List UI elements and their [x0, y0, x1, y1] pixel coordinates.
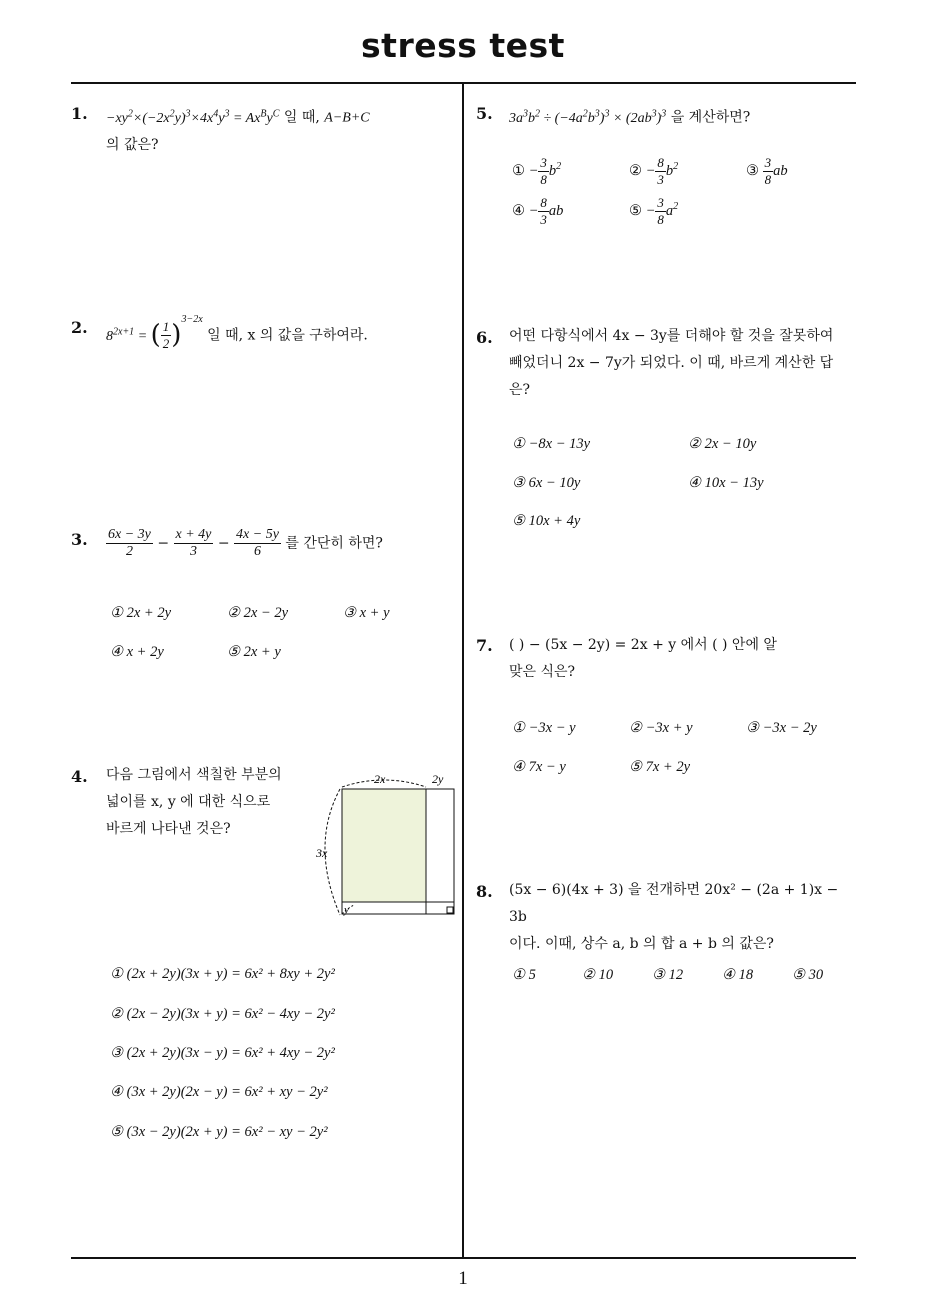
- question-4-option-4[interactable]: ④ (3x + 2y)(2x − y) = 6x² + xy − 2y²: [110, 1084, 328, 1100]
- question-2-number: 2.: [71, 318, 88, 337]
- question-3-number: 3.: [71, 530, 88, 549]
- question-3-text: 를 간단히 하면?: [285, 535, 383, 552]
- bottom-rule: [71, 1257, 856, 1259]
- figure-label-2y: 2y: [432, 772, 444, 786]
- question-4-line-1: 다음 그림에서 색칠한 부분의: [106, 767, 282, 783]
- question-1-stem: [106, 100, 456, 159]
- question-6-option-1[interactable]: ① −8x − 13y: [512, 436, 591, 452]
- question-1-math: $-xy^2\times(-2x^2y)^3\times 4x^4y^3 = Ax^By^C$: [106, 108, 280, 126]
- question-8-option-2[interactable]: ② 10: [582, 967, 614, 983]
- question-5-option-1[interactable]: ① − $\frac{3}{8}$ $b^2$: [512, 155, 562, 187]
- column-divider: [462, 83, 464, 1259]
- question-7-option-3[interactable]: ③ −3x − 2y: [746, 720, 817, 736]
- question-4-option-3[interactable]: ③ (2x + 2y)(3x − y) = 6x² + 4xy − 2y²: [110, 1045, 335, 1061]
- question-8-option-1[interactable]: ① 5: [512, 967, 536, 983]
- question-3-option-5[interactable]: ⑤ 2x + y: [227, 644, 281, 660]
- question-6-option-2[interactable]: ② 2x − 10y: [688, 436, 757, 452]
- question-8-number: 8.: [476, 882, 493, 901]
- question-7-option-2[interactable]: ② −3x + y: [629, 720, 693, 736]
- question-5-option-2[interactable]: ② − $\frac{8}{3}$ $b^2$: [629, 155, 679, 187]
- question-6-option-5[interactable]: ⑤ 10x + 4y: [512, 513, 581, 529]
- question-5-option-4[interactable]: ④ − $\frac{8}{3}$ ab: [512, 195, 564, 227]
- question-6-stem: [509, 323, 859, 404]
- question-8-line-2: 이다. 이때, 상수 a, b 의 합 a + b 의 값은?: [509, 936, 774, 952]
- question-2-text: 일 때, x 의 값을 구하여라.: [207, 327, 368, 344]
- question-5-number: 5.: [476, 104, 493, 123]
- question-5-text: 을 계산하면?: [670, 109, 751, 126]
- question-6-line-3: 은?: [509, 382, 531, 398]
- question-8-line-1: (5x − 6)(4x + 3) 을 전개하면 20x² − (2a + 1)x − 3b: [509, 882, 839, 925]
- question-4-option-2[interactable]: ② (2x − 2y)(3x + y) = 6x² − 4xy − 2y²: [110, 1006, 335, 1022]
- question-7-option-5[interactable]: ⑤ 7x + 2y: [629, 759, 691, 775]
- question-3-stem: $\frac{6x - 3y}{2}$ − $\frac{x + 4y}{3}$ − $\frac{4x - 5y}{6}$ 를 간단히 하면?: [108, 527, 383, 559]
- question-2-stem: $8^{2x+1}$ = ( $\frac{1}{2}$ )$^{3-2x}$ 일 때, x 의 값을 구하여라.: [106, 314, 368, 352]
- question-8-option-5[interactable]: ⑤ 30: [792, 967, 824, 983]
- question-7-stem: [509, 632, 859, 686]
- question-7-line-2: 맞은 식은?: [509, 664, 576, 680]
- question-1-number: 1.: [71, 104, 88, 123]
- question-3-option-4[interactable]: ④ x + 2y: [110, 644, 164, 660]
- figure-label-y: y: [344, 904, 349, 916]
- question-5-option-5[interactable]: ⑤ − $\frac{3}{8}$ $a^2$: [629, 195, 679, 227]
- question-4-option-1[interactable]: ① (2x + 2y)(3x + y) = 6x² + 8xy + 2y²: [110, 966, 335, 982]
- question-6-option-4[interactable]: ④ 10x − 13y: [688, 475, 764, 491]
- question-5-stem: [509, 100, 854, 132]
- question-8-stem: [509, 877, 859, 958]
- question-1-text-a: 일 때,: [283, 109, 320, 126]
- figure-label-3x: 3x: [316, 846, 328, 860]
- question-7-line-1: ( ) − (5x − 2y) = 2x + y 에서 ( ) 안에 알: [509, 637, 777, 653]
- question-6-line-2: 빼었더니 2x − 7y가 되었다. 이 때, 바르게 계산한 답: [509, 355, 834, 371]
- question-3-option-1[interactable]: ① 2x + 2y: [110, 605, 172, 621]
- question-4-line-2: 넓이를 x, y 에 대한 식으로: [106, 794, 271, 810]
- question-4-line-3: 바르게 나타낸 것은?: [106, 821, 231, 837]
- question-5-option-3[interactable]: ③ $\frac{3}{8}$ ab: [746, 155, 788, 187]
- question-4-figure: [310, 765, 460, 920]
- question-7-number: 7.: [476, 636, 493, 655]
- question-6-number: 6.: [476, 328, 493, 347]
- question-5-math: $3a^3b^2 \div (-4a^2b^3)^3 \times (2ab^3)^3$: [509, 108, 667, 126]
- question-3-option-3[interactable]: ③ x + y: [343, 605, 390, 621]
- figure-label-2x: 2x: [374, 772, 386, 786]
- question-6-line-1: 어떤 다항식에서 4x − 3y를 더해야 할 것을 잘못하여: [509, 328, 834, 344]
- question-8-option-3[interactable]: ③ 12: [652, 967, 684, 983]
- page-number: 1: [458, 1268, 468, 1289]
- question-4-option-5[interactable]: ⑤ (3x − 2y)(2x + y) = 6x² − xy − 2y²: [110, 1124, 328, 1140]
- question-7-option-4[interactable]: ④ 7x − y: [512, 759, 566, 775]
- question-7-option-1[interactable]: ① −3x − y: [512, 720, 576, 736]
- question-1-math-b: A−B+C: [324, 110, 370, 126]
- page-title: stress test: [361, 26, 565, 65]
- question-1-text-b: 의 값은?: [106, 136, 159, 153]
- question-6-option-3[interactable]: ③ 6x − 10y: [512, 475, 581, 491]
- question-8-option-4[interactable]: ④ 18: [722, 967, 754, 983]
- question-4-stem: [106, 762, 316, 843]
- question-3-option-2[interactable]: ② 2x − 2y: [227, 605, 289, 621]
- question-4-number: 4.: [71, 767, 88, 786]
